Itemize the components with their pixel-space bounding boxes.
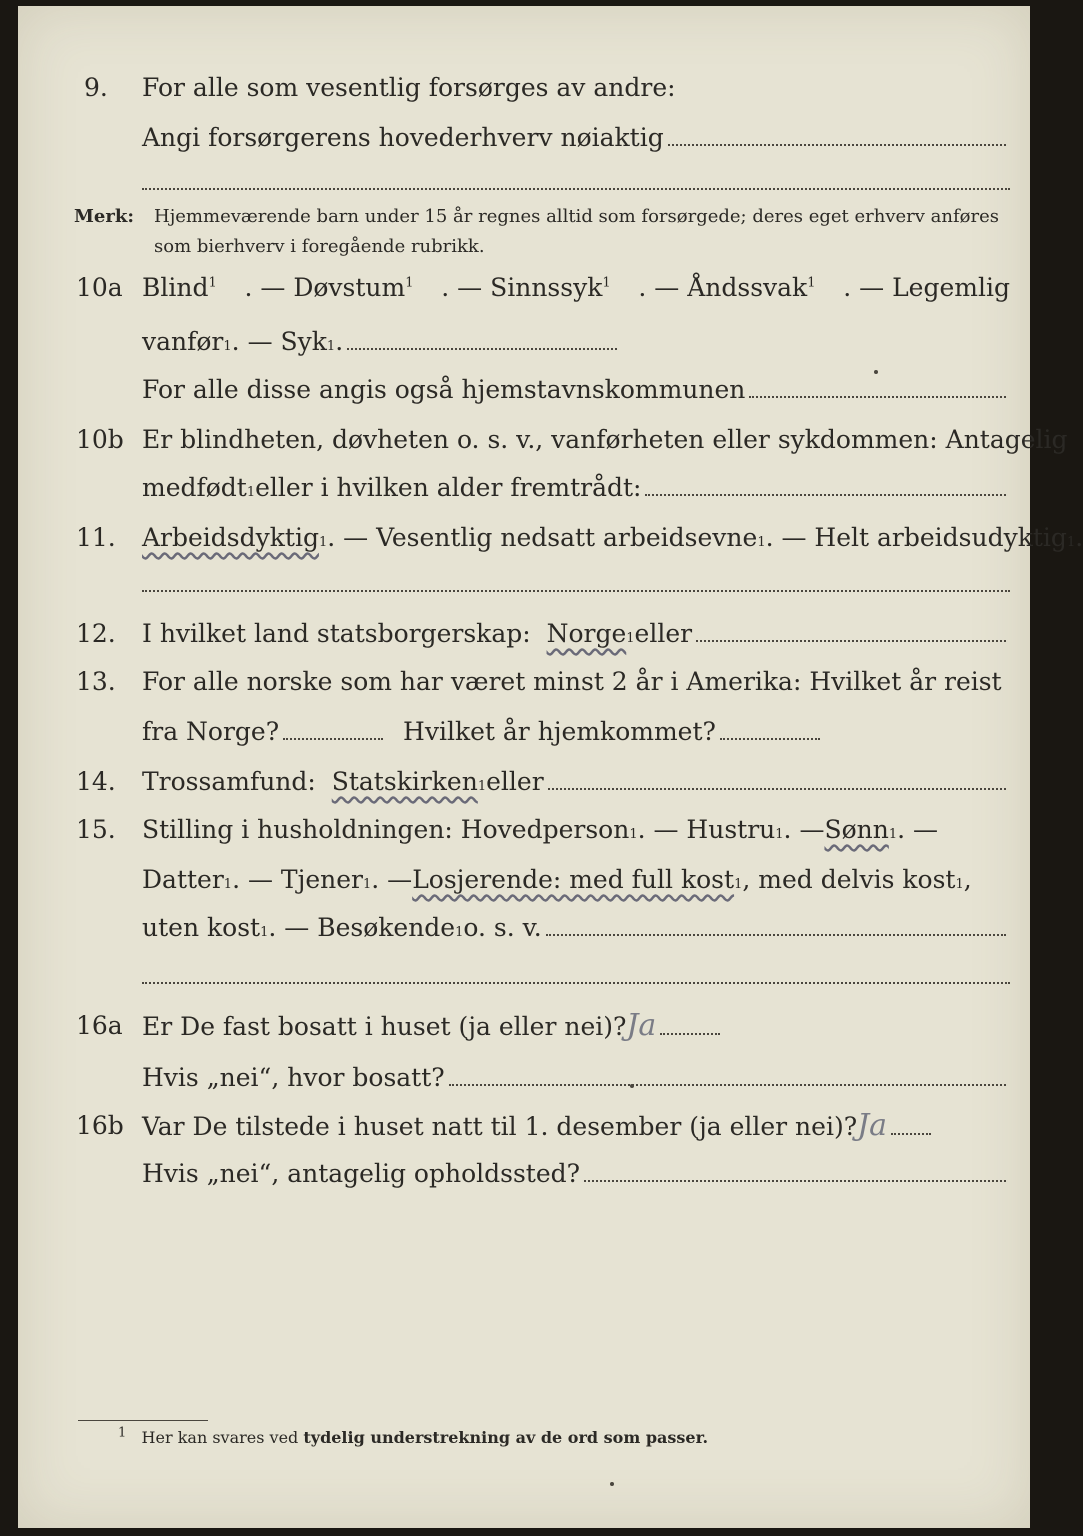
answer-line[interactable]	[645, 493, 1006, 496]
question-text: Er blindheten, døvheten o. s. v., vanførheten eller sykdommen: Antagelig	[142, 425, 1068, 454]
separator: . —	[371, 865, 413, 894]
answer-line[interactable]	[449, 1083, 1006, 1086]
option-vanfor: vanfør	[142, 327, 224, 356]
option-uten-kost: uten kost	[142, 913, 261, 942]
option-losjerende-full-kost: Losjerende: med full kost	[412, 865, 735, 894]
answer-line[interactable]	[283, 737, 383, 740]
question-14: 14. Trossamfund: Statskirken 1 eller	[18, 762, 1030, 802]
option-udyktig: . — Helt arbeidsudyktig	[765, 523, 1067, 552]
question-number: 14.	[76, 767, 116, 796]
question-text: eller i hvilken alder fremtrådt:	[255, 473, 642, 502]
question-15-line-2: Datter 1 . — Tjener 1 . — Losjerende: med full kost 1 , med delvis kost 1 ,	[18, 860, 1030, 900]
option-norge: Norge	[546, 619, 627, 648]
option-dovstum: . — Døvstum	[244, 273, 406, 302]
question-10a-line-3	[18, 370, 1030, 410]
option-syk: . — Syk	[231, 327, 327, 356]
question-number: 10b	[76, 425, 124, 454]
footnote-ref: 1	[405, 275, 414, 291]
question-16a	[18, 1006, 1030, 1046]
question-number: 9.	[84, 73, 108, 102]
option-medfodt: medfødt	[142, 473, 247, 502]
question-16a-line-2	[18, 1058, 1030, 1098]
paper-speck	[630, 1084, 634, 1088]
census-form-page	[18, 6, 1083, 1528]
question-15: 15. Stilling i husholdningen: Hovedperson 1 . — Hustru 1 . — Sønn 1 . —	[18, 810, 1030, 850]
question-10a	[18, 268, 1030, 308]
question-number: 16a	[76, 1011, 123, 1040]
answer-line[interactable]	[720, 737, 820, 740]
footnote-mark: 1	[118, 1425, 127, 1441]
question-text: Trossamfund:	[142, 767, 316, 796]
question-text: Angi forsørgerens hovederhverv nøiaktig	[142, 123, 664, 152]
paper-speck	[874, 370, 878, 374]
question-text: o. s. v.	[463, 913, 542, 942]
question-text: For alle som vesentlig forsørges av andre:	[142, 73, 676, 102]
note-text: Hjemmeværende barn under 15 år regnes alltid som forsørgede; deres eget erhverv anføres som bierhverv i foregående rubrikk.	[154, 206, 999, 257]
option-arbeidsdyktig: Arbeidsdyktig	[142, 523, 319, 552]
question-12: 12. I hvilket land statsborgerskap: Norge 1 eller	[18, 614, 1030, 654]
question-text: fra Norge?	[142, 717, 280, 746]
handwritten-answer[interactable]: Ja	[857, 1108, 888, 1143]
footnote-ref: 1	[208, 275, 217, 291]
option-datter: Datter	[142, 865, 224, 894]
question-text: Var De tilstede i huset natt til 1. desember (ja eller nei)?	[142, 1112, 858, 1141]
option-sinnssyk: . — Sinnssyk	[441, 273, 603, 302]
option-statskirken: Statskirken	[331, 767, 478, 796]
option-hovedperson: Stilling i husholdningen: Hovedperson	[142, 815, 630, 844]
option-delvis-kost: , med delvis kost	[742, 865, 956, 894]
question-text: Hvis „nei“, antagelig opholdssted?	[142, 1159, 581, 1188]
answer-line[interactable]	[142, 188, 1010, 190]
footnote	[118, 1425, 709, 1447]
punctuation: .	[1075, 523, 1083, 552]
question-text: For alle disse angis også hjemstavnskommunen	[142, 375, 746, 404]
question-text: Er De fast bosatt i huset (ja eller nei)?	[142, 1012, 627, 1041]
option-hustru: . — Hustru	[637, 815, 776, 844]
question-15-line-3: uten kost 1 . — Besøkende 1 o. s. v.	[18, 908, 1030, 948]
question-10b	[18, 420, 1068, 460]
question-16b	[18, 1106, 1030, 1146]
question-number: 15.	[76, 815, 116, 844]
question-number: 10a	[76, 273, 123, 302]
option-tjener: . — Tjener	[232, 865, 363, 894]
answer-line[interactable]	[584, 1179, 1006, 1182]
option-eller: eller	[634, 619, 693, 648]
question-text: For alle norske som har været minst 2 år i Amerika: Hvilket år reist	[142, 667, 1002, 696]
footnote-text: Her kan svares ved	[141, 1428, 304, 1447]
question-10a-line-2: vanfør 1 . — Syk 1 .	[18, 322, 1030, 362]
note	[74, 202, 1000, 266]
answer-line[interactable]	[668, 143, 1006, 146]
answer-line[interactable]	[749, 395, 1006, 398]
question-10b-line-2: medfødt 1 eller i hvilken alder fremtrådt:	[18, 468, 1030, 508]
question-text: Hvis „nei“, hvor bosatt?	[142, 1063, 445, 1092]
option-eller: eller	[486, 767, 544, 796]
handwritten-answer[interactable]: Ja	[626, 1008, 657, 1043]
question-number: 13.	[76, 667, 116, 696]
answer-line[interactable]	[142, 982, 1010, 984]
separator: . —	[897, 815, 939, 844]
question-16b-line-2	[18, 1154, 1030, 1194]
option-besokende: . — Besøkende	[268, 913, 456, 942]
answer-line[interactable]	[546, 933, 1006, 936]
answer-line[interactable]	[347, 347, 617, 350]
answer-line[interactable]	[660, 1032, 720, 1035]
footnote-ref: 1	[807, 275, 816, 291]
footnote-ref: 1	[602, 275, 611, 291]
option-nedsatt: . — Vesentlig nedsatt arbeidsevne	[327, 523, 758, 552]
answer-line[interactable]	[548, 787, 1006, 790]
paper-speck	[610, 1482, 614, 1486]
question-9	[18, 68, 1030, 108]
punctuation: .	[335, 327, 344, 356]
answer-line[interactable]	[142, 590, 1010, 592]
question-text: I hvilket land statsborgerskap:	[142, 619, 531, 648]
question-number: 12.	[76, 619, 116, 648]
question-9-line-2	[18, 118, 1030, 158]
question-text: Hvilket år hjemkommet?	[403, 717, 716, 746]
separator: . —	[783, 815, 825, 844]
note-label: Merk:	[74, 206, 134, 227]
option-blind: Blind	[142, 273, 209, 302]
punctuation: ,	[963, 865, 972, 894]
option-sonn: Sønn	[824, 815, 889, 844]
answer-line[interactable]	[696, 639, 1006, 642]
option-andssvak: . — Åndssvak	[638, 273, 808, 302]
footnote-rule	[78, 1420, 208, 1421]
answer-line[interactable]	[891, 1132, 931, 1135]
question-number: 16b	[76, 1111, 124, 1140]
question-13	[18, 662, 1030, 702]
question-number: 11.	[76, 523, 116, 552]
footnote-emphasis: tydelig understrekning av de ord som passer.	[303, 1428, 709, 1447]
option-legemlig: . — Legemlig	[843, 273, 1010, 302]
question-13-line-2	[18, 712, 1030, 752]
question-11: 11. Arbeidsdyktig 1 . — Vesentlig nedsatt arbeidsevne 1 . — Helt arbeidsudyktig 1 .	[18, 518, 1030, 558]
